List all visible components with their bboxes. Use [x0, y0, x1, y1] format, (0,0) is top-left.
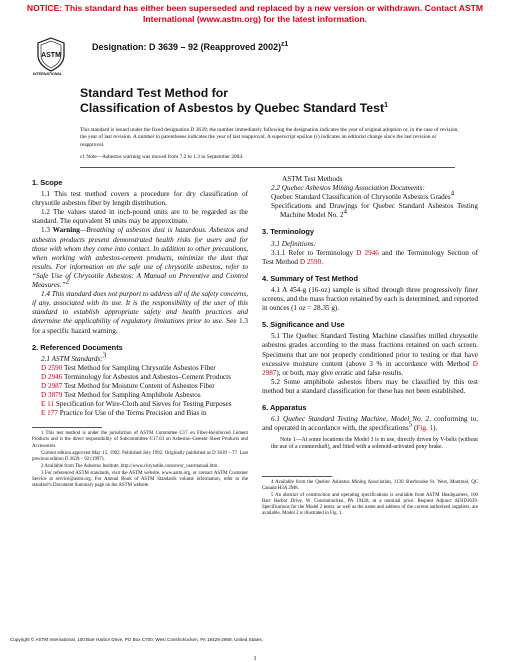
- link-fig-1[interactable]: Fig. 1: [416, 424, 434, 433]
- logo-text: ASTM: [41, 52, 61, 59]
- para-1-2: 1.2 The values stated in inch-pound units are to be regarded as the standard. The equivalent SI units may be approximate.: [32, 208, 248, 226]
- footnote: 1 This test method is under the jurisdiction of ASTM Committee C17 on Fiber-Reinforced Cement Products and is the direct responsibility of Subcommittee C17.03 on Asbestos–Cement Sheet Products and Accessories.: [32, 431, 248, 449]
- reference-link[interactable]: E 177: [41, 409, 58, 418]
- reference-link[interactable]: D 2987: [41, 381, 63, 390]
- right-column: [262, 175, 478, 518]
- para-6-1-b: , conforming to, and operated in accordance with, the specifications: [262, 415, 478, 433]
- reference-item: [32, 382, 248, 391]
- para-6-1-sup: 5: [408, 420, 413, 429]
- para-3-1-1-a: 3.1.1 Refer to Terminology: [271, 248, 357, 257]
- designation-text: Designation: D 3639 – 92 (Reapproved 2002): [92, 42, 282, 52]
- footnote-rule-left: [32, 427, 102, 428]
- reference-item: [32, 409, 248, 418]
- title-line-1: Standard Test Method for: [80, 86, 229, 100]
- astm-logo: [36, 37, 66, 73]
- para-3-1-1-c: .: [321, 257, 323, 266]
- qama-classification: [262, 189, 478, 202]
- notice-line-1: NOTICE: This standard has either been superseded and replaced by a new version or withdrawn. Contact ASTM: [26, 3, 484, 13]
- header-divider: [80, 167, 455, 168]
- reference-link[interactable]: D 3879: [41, 391, 63, 400]
- significance-heading: 5. Significance and Use: [262, 320, 345, 330]
- footnote: Current edition approved May 15, 1992. Published July 1992. Originally published as D 3639 – 77. Last previous edition D 3639 – 92 (1997).: [32, 450, 248, 462]
- reference-title: Test Method for Sampling Chrysotile Asbestos Fiber: [62, 363, 216, 372]
- footnotes-left: [32, 431, 248, 489]
- para-1-4: [32, 290, 248, 335]
- apparatus-heading: 6. Apparatus: [262, 402, 307, 412]
- para-5-2: 5.2 Some amphibole asbestos fibers may be classified by this test method but a standard classification for these has not been established.: [262, 377, 478, 395]
- qama-classification-sup: 4: [450, 189, 455, 198]
- qama-specifications: [262, 202, 478, 220]
- footnotes-right: [262, 480, 478, 518]
- reference-title: Test Method for Moisture Content of Asbestos Fiber: [62, 381, 215, 390]
- reference-link[interactable]: E 11: [41, 400, 55, 409]
- warning-text: —Breathing of asbestos dust is hazardous. Asbestos and asbestos products present demonstrated health risks for users and for those with whom they come into contact. In addition to other precautions, when working with asbestos-cement products, minimize the dust that results. For information on the safe use of chrysotile asbestos, refer to “Safe Use of Chrysotile Asbestos: A Manual on Preventive and Control Measures.”: [32, 226, 249, 290]
- para-5-1-a: 5.1 The Quebec Standard Testing Machine classifies milled chrysotile asbestos grades according to the mass fractions retained on each screen. Specimens that are not properly conditioned prior to testing or that have excessive moisture content (above 3 % in accordance with Method: [262, 332, 478, 368]
- warning-label: Warning: [52, 226, 80, 235]
- epsilon-note: ε1 Note—Asbestos warning was moved from 7.2 to 1.3 in September 2004.: [80, 154, 244, 160]
- title-line-2: Classification of Asbestos by Quebec Standard Test: [80, 101, 385, 115]
- reference-item: [32, 373, 248, 382]
- link-d2987[interactable]: D 2987: [262, 359, 478, 377]
- logo-subtext: INTERNATIONAL: [33, 72, 63, 76]
- reference-link[interactable]: D 2946: [41, 372, 63, 381]
- left-column: [32, 178, 248, 490]
- para-3-1-1: [262, 249, 478, 267]
- intro-paragraph: This standard is issued under the fixed designation D 3639; the number immediately following the designation indicates the year of original adoption or, in the case of revision, the year of last revision. A number in parentheses indicates the year of last reapproval. A superscript epsilon (ε) indicates an editorial change since the last revision or reapproval.: [80, 127, 459, 148]
- cont-astm-test-methods: ASTM Test Methods: [282, 175, 343, 183]
- para-1-1: 1.1 This test method covers a procedure for dry classification of chrysotile asbestos fiber by length distribution.: [32, 190, 248, 208]
- para-6-1-c: (: [412, 424, 417, 433]
- reference-title: Practice for Use of the Terms Precision and Bias in: [57, 409, 207, 418]
- astm-standards-sup: 3: [102, 351, 107, 360]
- notice-line-2: International (www.astm.org) for the latest information.: [142, 13, 368, 24]
- document-title: [80, 86, 460, 116]
- reference-list: [32, 364, 248, 419]
- para-3-1-1-b: and the Terminology Section of Test Method: [262, 248, 478, 266]
- reference-title: Specification for Wire-Cloth and Sieves for Testing Purposes: [54, 400, 232, 409]
- scope-heading: 1. Scope: [32, 178, 63, 187]
- qama-specifications-sup: 4: [343, 207, 347, 216]
- summary-heading: 4. Summary of Test Method: [262, 273, 358, 283]
- link-d2590[interactable]: D 2590: [299, 257, 322, 266]
- terminology-heading: 3. Terminology: [262, 227, 315, 237]
- footnote: 3 For referenced ASTM standards, visit the ASTM website, www.astm.org, or contact ASTM Customer Service at service@astm.org. For Annual Book of ASTM Standards volume information, refer to the standard’s Document Summary page on the ASTM website.: [32, 470, 248, 489]
- title-sup: 1: [384, 101, 388, 109]
- para-2-2-text: 2.2 Quebec Asbestos Mining Association Documents:: [271, 184, 425, 193]
- reference-title: Test Method for Sampling Amphibole Asbestos: [62, 391, 201, 400]
- para-4-1: 4.1 A 454-g (16-oz) sample is sifted through three progressively finer screens, and the mass fraction retained by each is determined, and reported in ounces (1 oz = 28.35 g).: [262, 285, 478, 313]
- withdrawal-notice: [0, 3, 510, 24]
- designation: [92, 42, 288, 52]
- reference-item: [32, 400, 248, 409]
- para-5-1: [262, 332, 478, 377]
- para-1-4-italic: 1.4 This standard does not purport to address all of the safety concerns, if any, associated with its use. It is the responsibility of the user of this standard to establish appropriate safety and health practices and determine the applicability of regulatory limitations prior to use.: [32, 290, 248, 326]
- para-1-3: [32, 226, 248, 290]
- para-1-3-lead: 1.3: [41, 226, 53, 235]
- footnote: 2 Available from The Asbestos Institute, http://www.chrysotile.com/en/sr_use/manual.htm.: [41, 463, 219, 469]
- note-1: Note 1—At some locations the Model 3 is in use, directly driven by V-belts (without the use of a countershaft), and fitted with a solenoid-activated pony brake.: [271, 437, 478, 451]
- qama-specifications-text: Specifications and Drawings for Quebec Standard Asbestos Testing Machine Model No. 2: [271, 202, 478, 220]
- reference-item: [32, 364, 248, 373]
- para-6-1-d: ).: [433, 424, 438, 433]
- para-6-1-a: 6.1 Quebec Standard Testing Machine, Model No. 2: [271, 415, 430, 424]
- astm-standards-text: 2.1 ASTM Standards:: [41, 354, 103, 363]
- para-3-1: [262, 240, 478, 249]
- footnote-rule-right: [262, 476, 332, 477]
- astm-standards-label: [32, 351, 248, 364]
- ref-heading: 2. Referenced Documents: [32, 342, 123, 352]
- para-5-1-b: ), or both, may give erratic and false results.: [276, 368, 404, 377]
- copyright: Copyright © ASTM International, 100 Barr Harbor Drive, PO Box C700, West Conshohocken, PA 19428-2959, United States.: [10, 637, 263, 642]
- designation-sup: ε1: [281, 41, 289, 48]
- para-1-4-tail: See 1.3 for a specific hazard warning.: [32, 317, 248, 335]
- footnote: 5 An abstract of construction and operating specifications is available from ASTM Headquarters, 100 Barr Harbor Drive, W. Conshohocken, PA 19428, at a nominal price. Request Adjunct ADJD3639. Specifications for the Model 2 tester, as well as the name and address of the current authorized suppliers, are available. Model 2 is illustrated in Fig. 1.: [262, 492, 478, 517]
- page-number: 1: [253, 655, 257, 662]
- para-3-1-text: 3.1 Definitions:: [271, 239, 317, 248]
- link-d2946[interactable]: D 2946: [356, 248, 379, 257]
- para-6-1: [262, 415, 478, 433]
- qama-classification-text: Quebec Standard Classification of Chrysotile Asbestos Grades: [271, 193, 451, 202]
- reference-item: [32, 391, 248, 400]
- para-2-2: [262, 184, 478, 193]
- reference-title: Terminology for Asbestos and Asbestos–Cement Products: [62, 372, 232, 381]
- footnote: 4 Available from the Quebec Asbestos Mining Association, 1130 Sherbrooke St. West, Montreal, QC Canada H3A 2M8.: [262, 479, 478, 491]
- reference-link[interactable]: D 2590: [41, 363, 63, 372]
- para-1-3-sup: 2: [65, 277, 69, 286]
